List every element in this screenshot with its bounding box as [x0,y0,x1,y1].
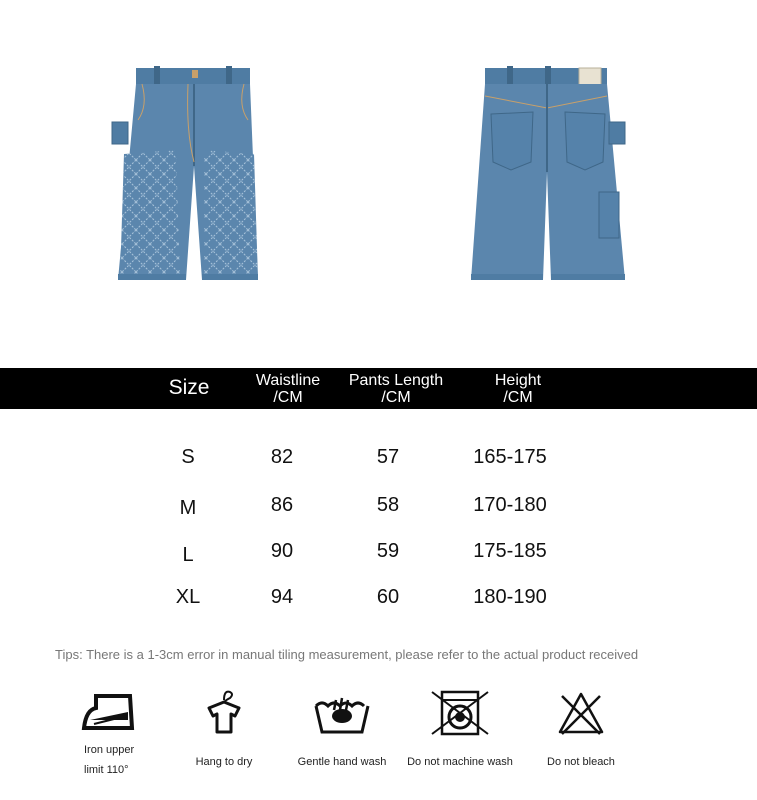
header-height: Height /CM [494,372,542,406]
cell-pants-length: 58 [376,494,400,516]
cell-pants-length: 60 [376,586,400,608]
cell-pants-length: 59 [376,540,400,562]
cell-waistline: 82 [270,446,294,468]
size-table-header [0,368,757,409]
shorts-back-image [467,62,632,288]
cell-waistline: 94 [270,586,294,608]
table-row [0,446,757,476]
care-label: limit 110° [84,764,129,776]
hand-wash-icon [312,688,372,738]
cell-height: 180-190 [473,586,547,608]
care-hang-dry [184,688,264,772]
care-no-bleach [536,688,626,772]
care-hand-wash [292,688,392,772]
header-pants-length: Pants Length /CM [348,372,444,406]
cell-size: XL [175,586,201,608]
care-label: Do not bleach [547,756,615,768]
cell-size: M [179,497,197,519]
care-iron [70,688,150,780]
no-machine-wash-icon [430,688,490,738]
hang-dry-icon [199,688,249,738]
care-label: Iron upper [84,744,135,756]
cell-size: L [182,544,194,566]
cell-height: 165-175 [473,446,547,468]
cell-height: 175-185 [473,540,547,562]
iron-icon [80,688,140,734]
cell-waistline: 90 [270,540,294,562]
care-no-machine-wash [400,688,520,772]
header-size: Size [168,376,210,399]
table-row [0,586,757,616]
cell-height: 170-180 [473,494,547,516]
table-row [0,540,757,570]
header-waistline: Waistline /CM [255,372,321,406]
table-row [0,494,757,524]
shorts-front-image [108,62,280,288]
cell-pants-length: 57 [376,446,400,468]
care-label: Hang to dry [195,756,253,768]
measurement-tips: Tips: There is a 1-3cm error in manual tiling measurement, please refer to the actual product received [55,647,639,662]
care-label: Gentle hand wash [297,756,387,768]
cell-size: S [181,446,195,468]
no-bleach-icon [556,688,606,738]
cell-waistline: 86 [270,494,294,516]
care-label: Do not machine wash [407,756,513,768]
